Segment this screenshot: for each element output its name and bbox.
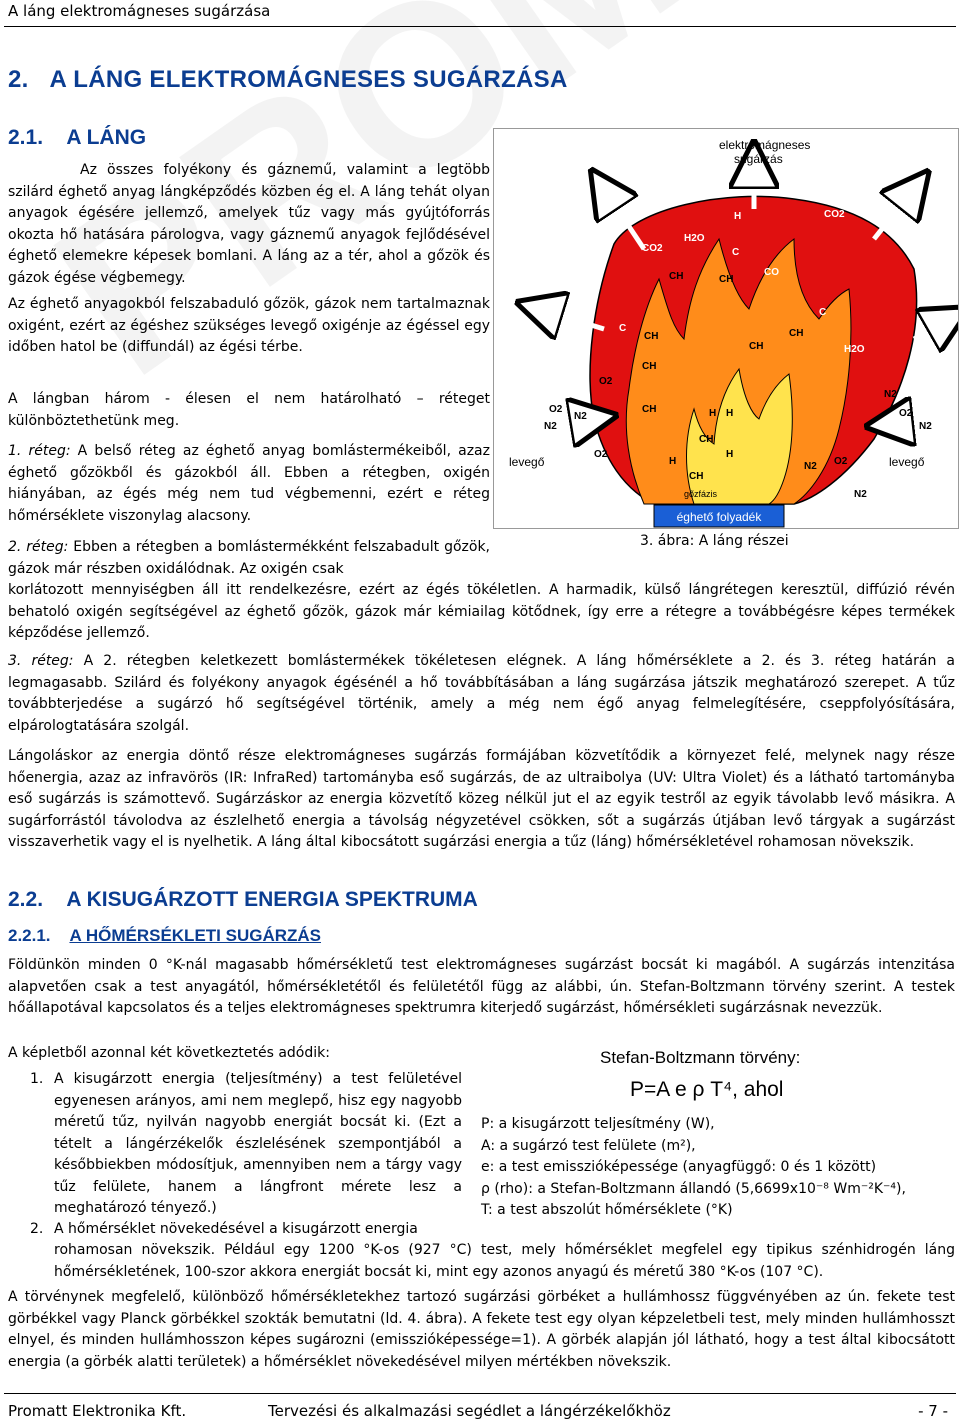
- list-number: 2.: [30, 1221, 44, 1237]
- svg-text:C: C: [819, 307, 827, 318]
- subsection-number: 2.2.1.: [8, 926, 51, 945]
- svg-text:CH: CH: [642, 404, 657, 415]
- section-2-1-heading: [8, 126, 146, 150]
- svg-text:O2: O2: [599, 376, 613, 387]
- paragraph-planck-curves: A törvénynek megfelelő, különböző hőmérsékletekhez tartozó sugárzási görbéket a hullámhossz függvényében az ún. fekete test görbékkel vagy Planck görbékkel szokták bemutatni (ld. 4. ábra). A fekete test egy olyan képzeletbeli test, mely minden hullámhosszt elnyel, és minden hullámhosszon képes sugározni (emisszióképessége=1). A görbék alapján jól látható, hogy a test által kibocsátott energia (a görbék alatti területek) a hőmérséklet növekedésével milyen mértékben növekszik.: [8, 1289, 955, 1370]
- svg-text:N2: N2: [804, 461, 817, 472]
- stefan-box-title: Stefan-Boltzmann törvény:: [600, 1048, 801, 1067]
- footer-page-number: - 7 -: [918, 1402, 948, 1420]
- list-item-text: A kisugárzott energia (teljesítmény) a test felületével egyenesen arányos, ami nem meglepő, hisz egy nagyobb méretű tűz, nyilván nagyobb energiát bocsát ki. (Ezt a tételt a lángérzékelők észlelésének szempontjából a későbbiekben módosítjuk, amennyiben nem a tárgy vagy tűz felülete, hanem a lángfront mérete lesz a meghatározó tényező.): [54, 1071, 462, 1216]
- definition-A: A: a sugárzó test felülete (m²),: [481, 1137, 696, 1154]
- svg-text:CH: CH: [749, 341, 764, 352]
- svg-text:CH: CH: [789, 328, 804, 339]
- definition-rho: ρ (rho): a Stefan-Boltzmann állandó (5,6699x10⁻⁸ Wm⁻²K⁻⁴),: [481, 1180, 906, 1197]
- radiation-label-1: elektromágneses: [719, 138, 811, 152]
- svg-text:H2O: H2O: [684, 233, 705, 244]
- list-item-2: [30, 1219, 462, 1241]
- radiation-label-2: sugárzás: [734, 152, 783, 166]
- figure-caption: 3. ábra: A láng részei: [640, 533, 789, 549]
- svg-text:H: H: [709, 408, 717, 419]
- list-item-2-continued: rohamosan növekszik. Például egy 1200 °K-os (927 °C) test, mely hőmérséklet megfelel egy tipikus szénhidrogén láng hőmérsékletének, 100-szor akkora energiát bocsát ki, mint egy azonos anyagú és méretű 380 °K-os (107 °C).: [54, 1242, 955, 1280]
- svg-text:N2: N2: [574, 411, 587, 422]
- section-number: 2.2.: [8, 888, 44, 911]
- layer-1-label: 1. réteg:: [8, 443, 71, 459]
- svg-text:CH: CH: [699, 434, 714, 445]
- footer-doc-title: Tervezési és alkalmazási segédlet a lángérzékelőkhöz: [268, 1402, 671, 1420]
- footer-rule: [4, 1393, 956, 1394]
- chapter-title: [8, 66, 568, 94]
- svg-text:CH: CH: [719, 274, 734, 285]
- paragraph-three-layers: A lángban három - élesen el nem határolható – réteget különböztethetünk meg.: [8, 391, 490, 429]
- liquid-label: éghető folyadék: [676, 510, 762, 524]
- stefan-formula: P=A e ρ T⁴, ahol: [630, 1078, 784, 1101]
- svg-text:C: C: [619, 323, 627, 334]
- paragraph-layer-2a: [8, 537, 490, 580]
- layer-3-label: 3. réteg:: [8, 653, 74, 669]
- section-2-2-heading: [8, 888, 478, 912]
- running-header: A láng elektromágneses sugárzása: [8, 2, 271, 20]
- svg-text:N2: N2: [854, 489, 867, 500]
- svg-text:O2: O2: [594, 449, 608, 460]
- paragraph-layer-1: [8, 441, 490, 527]
- svg-text:CH: CH: [669, 271, 684, 282]
- layer-2-text-a: Ebben a rétegben a bomlástermékként felszabadult gőzök, gázok már részben oxidálódnak. Az oxigén csak: [8, 539, 490, 577]
- stefan-definitions: [481, 1114, 906, 1222]
- section-title: A KISUGÁRZOTT ENERGIA SPEKTRUMA: [66, 888, 478, 911]
- svg-text:CO2: CO2: [824, 209, 845, 220]
- paragraph-thermal-radiation: Földünkön minden 0 °K-nál magasabb hőmérsékletű test elektromágneses sugárzást bocsát ki magából. A sugárzás intenzitása alapvetően csak a test anyagától, hőmérsékletétől és felületétől függ az alábbi, ún. Stefan-Boltzmann törvény szerint. A testek hőállapotával kapcsolatos és a teljes elektromágneses spektrumra kiterjedő sugárzást, hőmérsékleti sugárzásnak nevezzük.: [8, 957, 955, 1016]
- section-title: A LÁNG: [66, 126, 147, 149]
- svg-text:O2: O2: [549, 404, 563, 415]
- svg-text:H2O: H2O: [844, 344, 865, 355]
- air-left-label: levegő: [509, 455, 545, 469]
- svg-text:H: H: [726, 449, 734, 460]
- footer-company: Promatt Elektronika Kft.: [8, 1402, 187, 1420]
- layer-3-text: A 2. rétegben keletkezett bomlástermékek tökéletesen elégnek. A láng hőmérséklete a 2. és 3. réteg határán a legmagasabb. Szilárd és folyékony anyagok égésénél a hő továbbításában a láng sugárzása játszik meghatározó szerepet. A tűz továbbterjedése a sugárzó hő segítségével történik, amely a még nem égő anyag felmelegítésére, cseppfolyósítására, elpárologtatására szolgál.: [8, 653, 955, 734]
- paragraph-oxygen: Az éghető anyagokból felszabaduló gőzök, gázok nem tartalmaznak oxigént, ezért az égéshez szükséges levegő oxigénje az égéssel egy időben hatol be (diffundál) az égési térbe.: [8, 296, 490, 355]
- svg-text:CO2: CO2: [642, 243, 663, 254]
- definition-T: T: a test abszolút hőmérséklete (°K): [481, 1202, 733, 1218]
- svg-text:H: H: [726, 408, 734, 419]
- paragraph-conclusions: A képletből azonnal két következtetés adódik:: [8, 1045, 330, 1061]
- svg-text:CO: CO: [764, 267, 779, 278]
- svg-text:O2: O2: [899, 408, 913, 419]
- list-number: 1.: [30, 1071, 44, 1087]
- subsection-2-2-1-heading: [8, 926, 321, 946]
- paragraph-layer-3: [8, 651, 955, 737]
- svg-text:H: H: [669, 456, 677, 467]
- chapter-title-text: A LÁNG ELEKTROMÁGNESES SUGÁRZÁSA: [49, 66, 568, 93]
- header-rule: [4, 26, 956, 27]
- svg-text:N2: N2: [884, 389, 897, 400]
- section-number: 2.1.: [8, 126, 44, 149]
- svg-text:CH: CH: [642, 361, 657, 372]
- flame-diagram: [494, 129, 958, 528]
- definition-P: P: a kisugárzott teljesítmény (W),: [481, 1116, 715, 1132]
- list-item-text: A hőmérséklet növekedésével a kisugárzott energia: [54, 1221, 418, 1237]
- subsection-title: A HŐMÉRSÉKLETI SUGÁRZÁS: [69, 926, 321, 945]
- svg-text:CH: CH: [689, 471, 704, 482]
- paragraph-layer-2b: korlátozott mennyiségben áll itt rendelkezésre, ezért az égés tökéletlen. A harmadik, külső lángrétegen keresztül, diffúzió révén behatoló oxigén segítségével az éghető gőzök, gázok már kémiailag kötődnek, így erre a rétegre a továbbégésre képes termékek képződése jellemző.: [8, 582, 955, 641]
- gas-phase-label: gőzfázis: [684, 489, 718, 499]
- air-right-label: levegő: [889, 455, 925, 469]
- svg-text:O2: O2: [834, 456, 848, 467]
- svg-text:N2: N2: [919, 421, 932, 432]
- svg-text:C: C: [732, 247, 740, 258]
- svg-text:H: H: [734, 211, 742, 222]
- svg-text:CH: CH: [644, 331, 659, 342]
- svg-text:N2: N2: [544, 421, 557, 432]
- flame-figure: [493, 128, 959, 529]
- layer-1-text: A belső réteg az éghető anyag bomlástermékeiből, azaz éghető gőzökből és gázokból áll. Ebben a rétegben, oxigén hiányában, az égés még nem tud végbemenni, ezért e réteg hőmérséklete viszonylag alacsony.: [8, 443, 490, 524]
- paragraph-flame-intro: Az összes folyékony és gáznemű, valamint a legtöbb szilárd éghető anyag lángképződés közben ég el. A láng tehát olyan anyagok égésére jellemző, amelyek tűz vagy más gyújtóforrás okozta hő hatására párologva, vagy gáznemű anyagok fejlődésével éghető elemekre képesek bomlani. A láng az a tér, ahol a gőzök és gázok égése végbemegy.: [8, 162, 490, 286]
- paragraph-radiation: Lángoláskor az energia döntő része elektromágneses sugárzás formájában közvetítődik a környezet felé, melynek nagy része hőenergia, azaz az infravörös (IR: InfraRed) tartományba eső sugárzás, de az ultraibolya (UV: Ultra Violet) és a látható tartományba eső sugárzás is számottevő. Sugárzáskor az energia közvetítő közeg nélkül jut el az egyik testről az egyik távolabb levő másikra. A sugárforrástól távolodva az észlelhető energia a távolság négyzetével csökken, sőt a sugárzás útjában levő tárgyak a sugárzást visszaverhetik vagy el is nyelhetik. A láng által kibocsátott sugárzási energia a tűz (láng) hőmérsékletével rohamosan növekszik.: [8, 748, 955, 850]
- list-item-1: [30, 1069, 462, 1220]
- layer-2-label: 2. réteg:: [8, 539, 69, 555]
- chapter-number: 2.: [8, 66, 29, 93]
- definition-e: e: a test emisszióképessége (anyagfüggő: 0 és 1 között): [481, 1159, 877, 1175]
